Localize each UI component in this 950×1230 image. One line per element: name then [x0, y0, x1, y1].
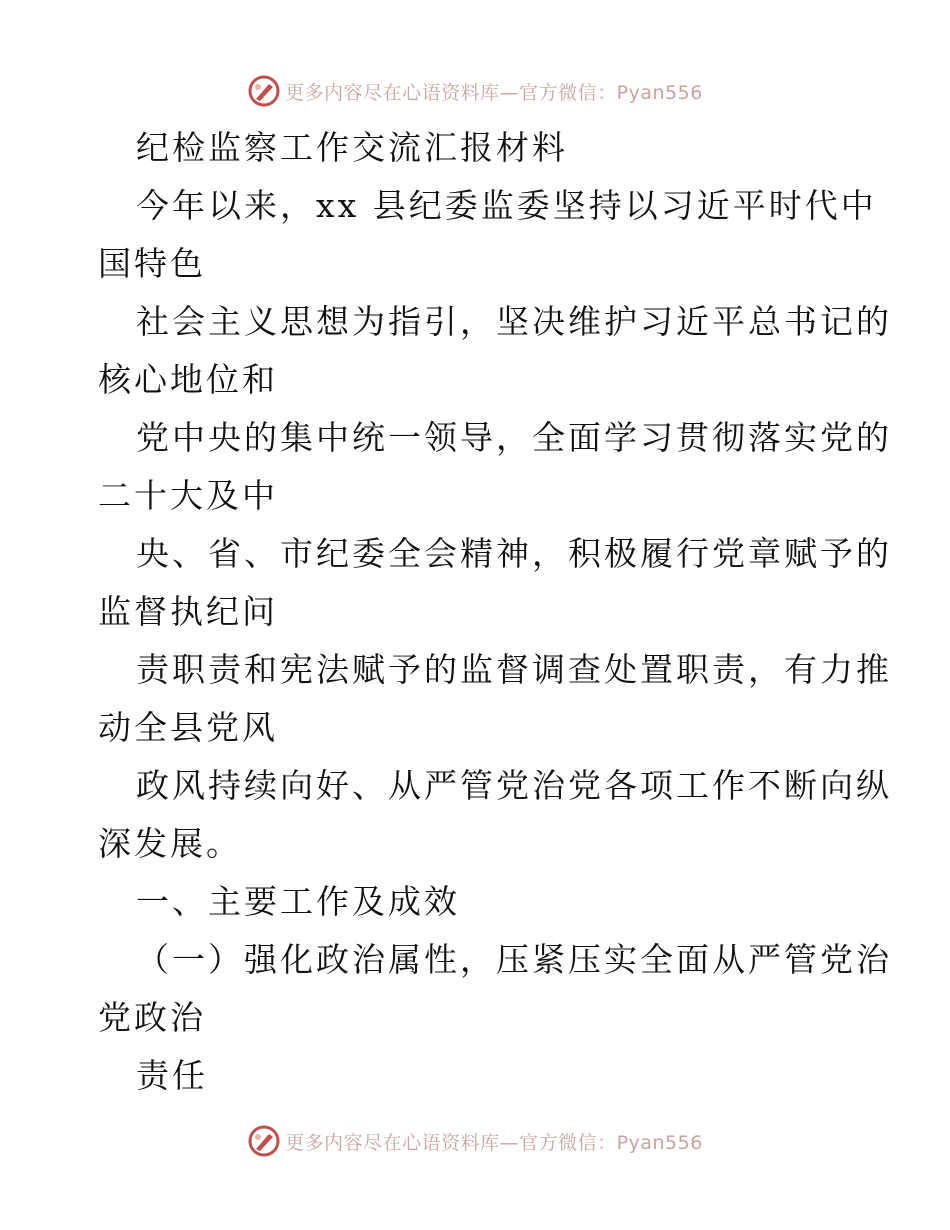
paragraph-line: 责职责和宪法赋予的监督调查处置职责，有力推	[136, 650, 892, 689]
paragraph-line: 国特色	[98, 244, 206, 283]
header-watermark-banner	[0, 71, 950, 111]
watermark-text: 更多内容尽在心语资料库—官方微信：Pyan556	[285, 1131, 703, 1154]
paragraph-line: 动全县党风	[98, 708, 278, 747]
paragraph-line: 深发展。	[98, 824, 242, 863]
paragraph-line: 今年以来，xx 县纪委监委坚持以习近平时代中	[136, 186, 877, 225]
document-title: 纪检监察工作交流汇报材料	[136, 128, 568, 167]
paragraph-line: 责任	[136, 1056, 208, 1095]
pen-circle-logo-icon	[247, 1124, 281, 1158]
subsection-heading: （一）强化政治属性，压紧压实全面从严管党治	[136, 940, 892, 979]
paragraph-line: 党中央的集中统一领导，全面学习贯彻落实党的	[136, 418, 892, 457]
paragraph-line: 政风持续向好、从严管党治党各项工作不断向纵	[136, 766, 892, 805]
paragraph-line: 核心地位和	[98, 360, 278, 399]
footer-watermark-banner	[0, 1121, 950, 1161]
paragraph-line: 二十大及中	[98, 476, 278, 515]
paragraph-line: 央、省、市纪委全会精神，积极履行党章赋予的	[136, 534, 892, 573]
watermark-text: 更多内容尽在心语资料库—官方微信：Pyan556	[285, 81, 703, 104]
paragraph-line: 社会主义思想为指引，坚决维护习近平总书记的	[136, 302, 892, 341]
paragraph-line: 监督执纪问	[98, 592, 278, 631]
pen-circle-logo-icon	[247, 74, 281, 108]
section-heading: 一、主要工作及成效	[136, 882, 460, 921]
paragraph-line: 党政治	[98, 998, 206, 1037]
